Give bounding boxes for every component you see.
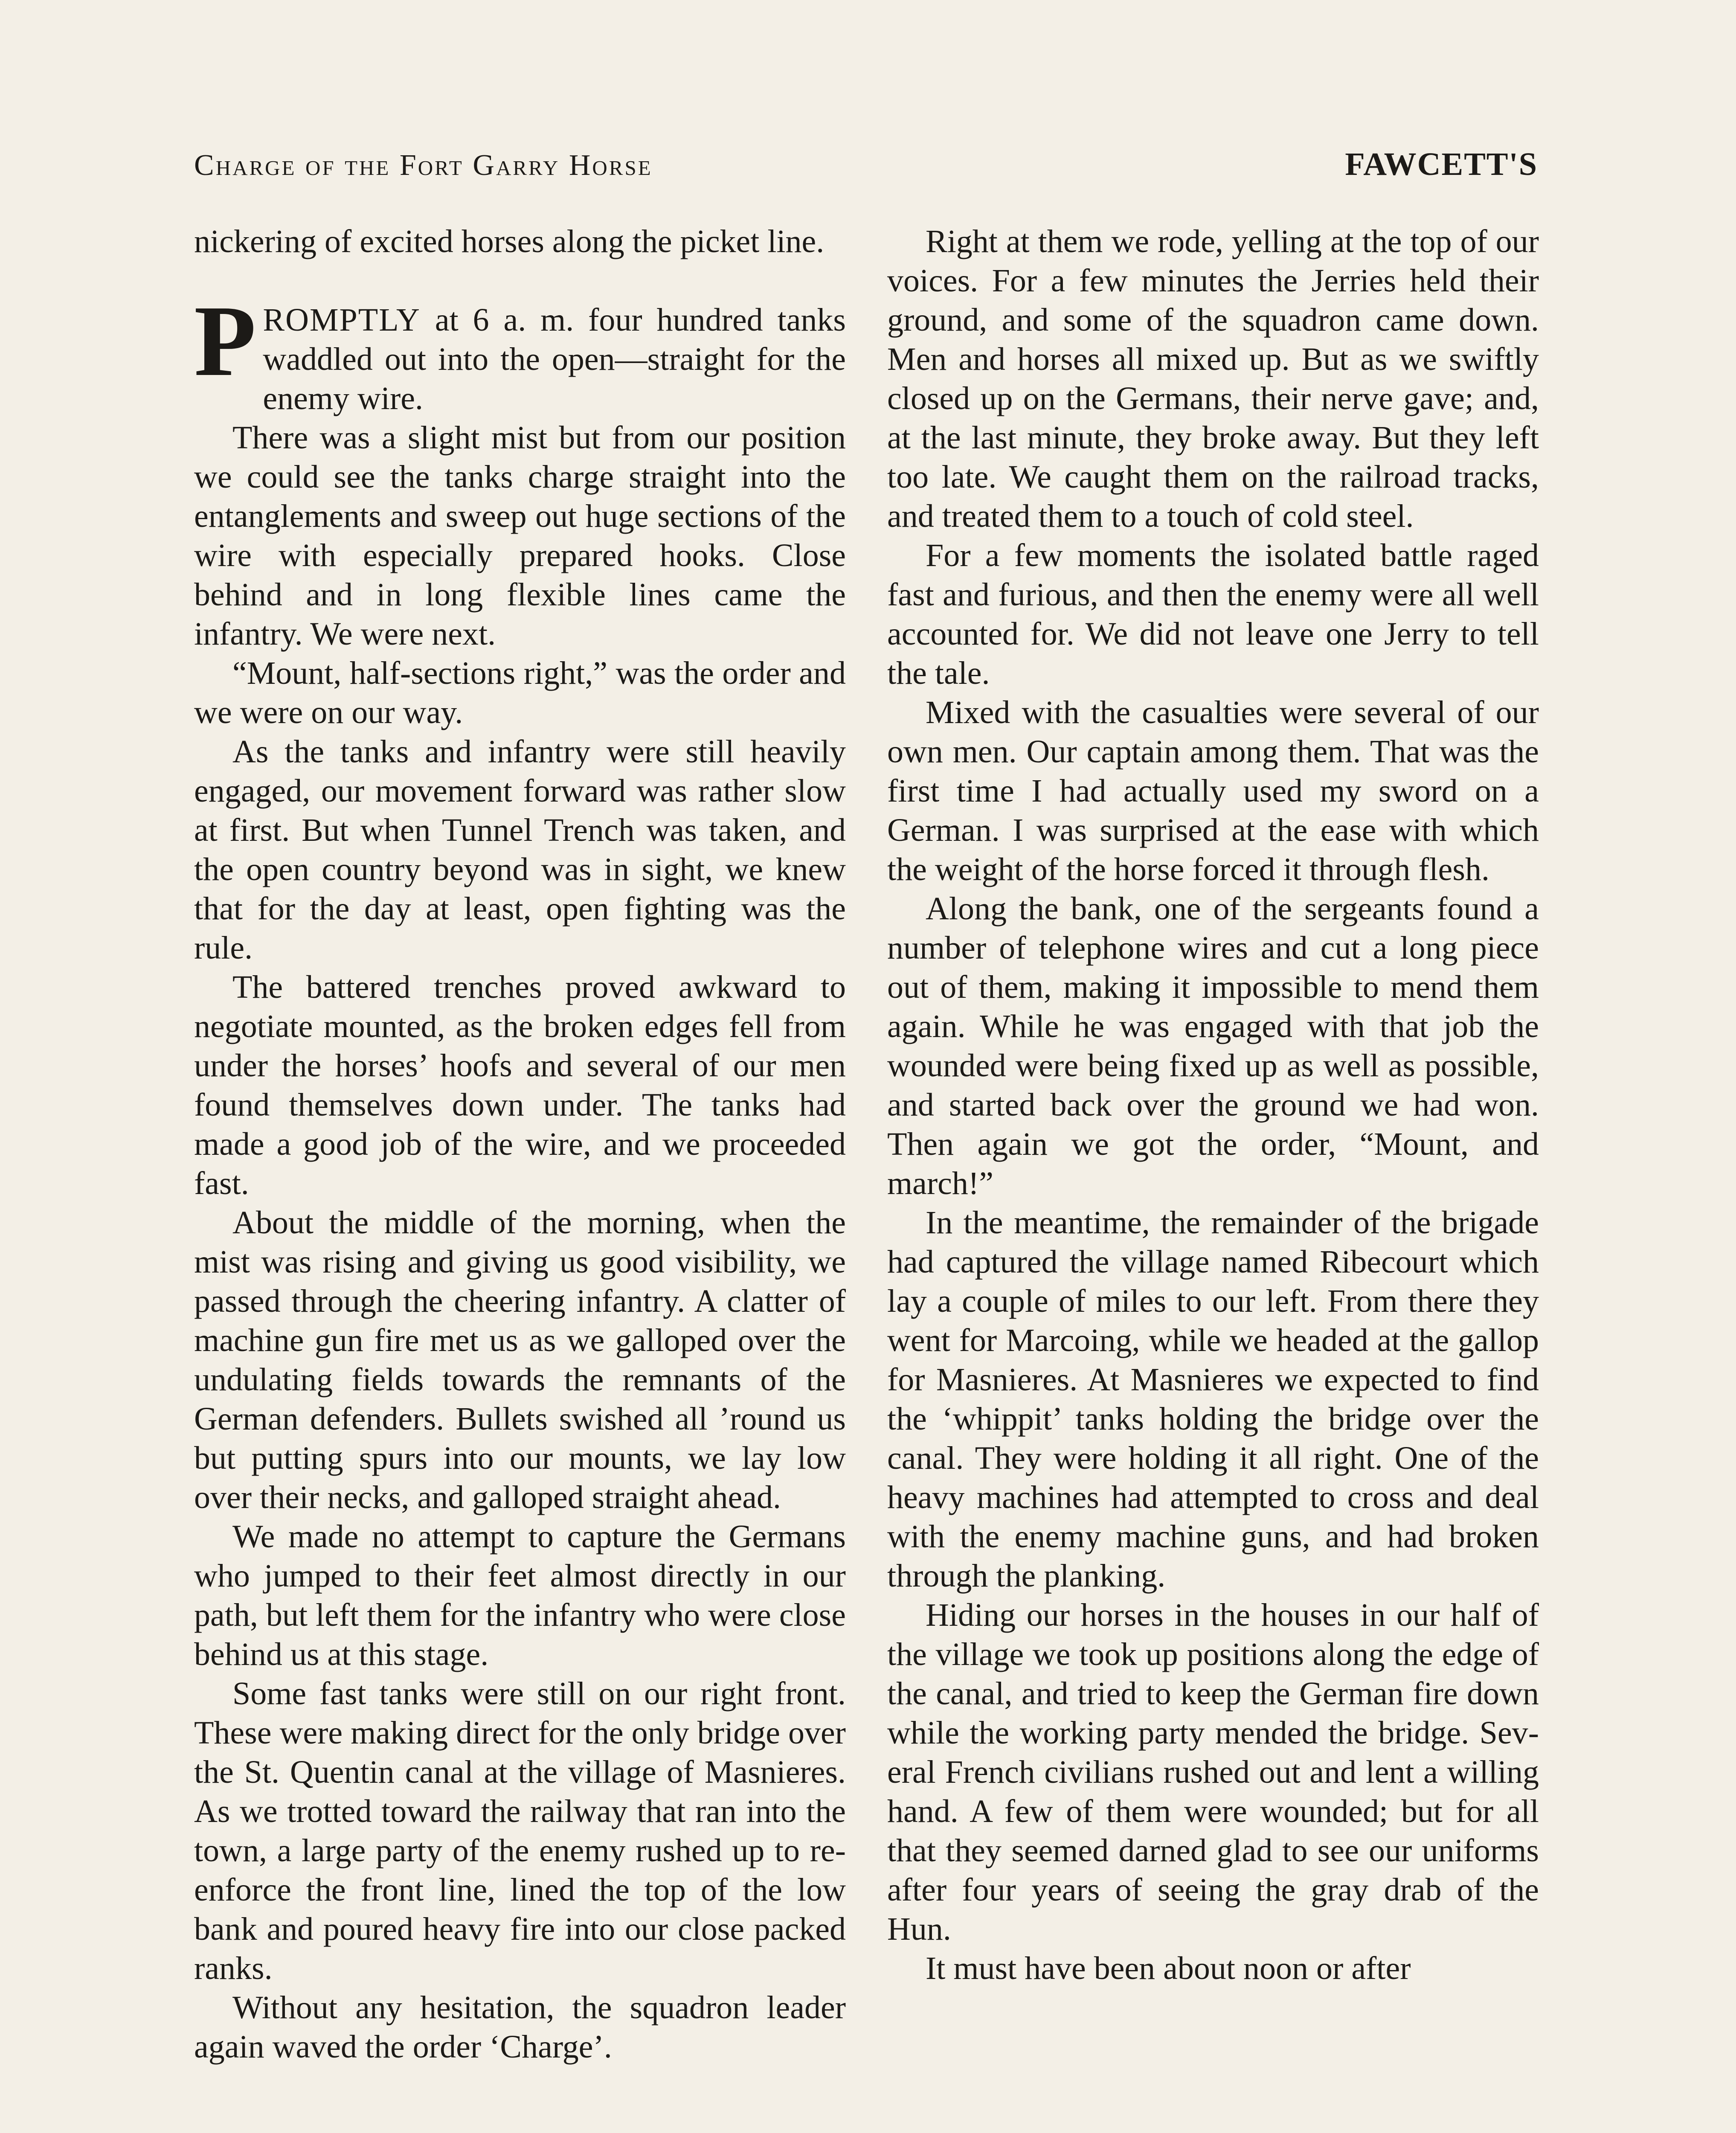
paragraph: Some fast tanks were still on our right front. These were making direct for the only bridge over the St. Quentin canal at the village of Masnieres. As we trotted toward the railway that ran into the town, a large party of the enemy rushed up to reenforce the front line, lined the top of the low bank and poured heavy fire into our close packed ranks. [194, 1676, 846, 1986]
paragraph: About the middle of the morning, when the mist was rising and giving us good visibility, we passed through the cheering infantry. A clatter of machine gun fire met us as we galloped over the undulating fields towards the remnants of the German defenders. Bullets swished all ’round us but putting spurs into our mounts, we lay low over their necks, and galloped straight ahead. [194, 1205, 846, 1515]
paragraph: nickering of excited horses along the picket line. [194, 224, 824, 259]
paragraph: Right at them we rode, yelling at the top of our voices. For a few minutes the Jerries held their ground, and some of the squadron came down. Men and horses all mixed up. But as we swiftly closed up on the Germans, their nerve gave; and, at the last minute, they broke away. But they left too late. We caught them on the railroad tracks, and treated them to a touch of cold steel. [887, 224, 1539, 534]
paragraph: As the tanks and infantry were still heavily engaged, our movement forward was rather slow at first. But when Tunnel Trench was taken, and the open country beyond was in sight, we knew that for the day at least, open fighting was the rule. [194, 734, 846, 966]
paragraph: Along the bank, one of the sergeants found a number of telephone wires and cut a long piece out of them, making it impossible to mend them again. While he was engaged with that job the wounded were being fixed up as well as possible, and started back over the ground we had won. Then again we got the order, “Mount, and march!” [887, 891, 1539, 1201]
right-column [887, 222, 1539, 2133]
lead-text: at 6 a. m. four hundred tanks waddled out into the open—straight for the enemy wire. [263, 302, 846, 416]
left-column [194, 222, 846, 2133]
paragraph: There was a slight mist but from our position we could see the tanks charge straight into the entanglements and sweep out huge sections of the wire with especially prepared hooks. Close behind and in long flexible lines came the infantry. We were next. [194, 420, 846, 652]
paragraph: “Mount, half-sections right,” was the order and we were on our way. [194, 655, 846, 730]
paragraph: Hiding our horses in the houses in our half of the village we took up positions along the edge of the canal, and tried to keep the German fire down while the working party mended the bridge. Several French civilians rushed out and lent a willing hand. A few of them were wounded; but for all that they seemed darned glad to see our uniforms after four years of seeing the gray drab of the Hun. [887, 1597, 1539, 1947]
paragraph: The battered trenches proved awkward to negotiate mounted, as the broken edges fell from under the horses’ hoofs and several of our men found themselves down under. The tanks had made a good job of the wire, and we proceeded fast. [194, 969, 846, 1201]
article-title: Charge of the Fort Garry Horse [194, 149, 653, 182]
paragraph: It must have been about noon or after [926, 1950, 1411, 1986]
lead-caps: ROMPTLY [263, 302, 421, 338]
paragraph: Without any hesitation, the squadron leader again waved the order ‘Charge’. [194, 1990, 846, 2065]
paragraph: In the meantime, the remainder of the brigade had captured the village named Ribecourt which lay a couple of miles to our left. From there they went for Marcoing, while we headed at the gallop for Masnieres. At Masnieres we expected to find the ‘whippit’ tanks holding the bridge over the canal. They were holding it all right. One of the heavy machines had attempted to cross and deal with the enemy machine guns, and had broken through the planking. [887, 1205, 1539, 1594]
lead-paragraph [194, 285, 846, 418]
paragraph: We made no attempt to capture the Germans who jumped to their feet almost directly in our path, but left them for the infantry who were close behind us at this stage. [194, 1519, 846, 1672]
paragraph: Mixed with the casualties were several of our own men. Our captain among them. That was the first time I had actually used my sword on a German. I was surprised at the ease with which the weight of the horse forced it through flesh. [887, 695, 1539, 887]
paragraph: For a few moments the isolated battle raged fast and furious, and then the enemy were all well accounted for. We did not leave one Jerry to tell the tale. [887, 538, 1539, 691]
drop-cap: P [194, 285, 256, 397]
publication-name: FAWCETT'S [1345, 146, 1538, 182]
running-head [194, 148, 1538, 187]
